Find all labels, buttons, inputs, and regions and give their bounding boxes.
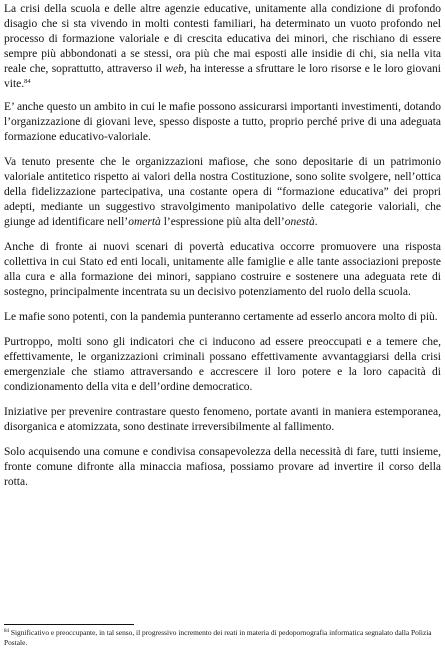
paragraph-7: Iniziative per prevenire contrastare questo fenomeno, portate avanti in maniera estemporanea, disorganica e atomizzata, sono destinate irreversibilmente al fallimento. [4, 406, 441, 433]
paragraph-2: E’ anche questo un ambito in cui le mafie possono assicurarsi importanti investimenti, dotando l’organizzazione di giovani leve, spesso disposte a tutto, proprio perché prive di una adeguata formazione educativo-valoriale. [4, 101, 441, 143]
paragraph-4: Anche di fronte ai nuovi scenari di povertà educativa occorre promuovere una risposta collettiva in cui Stato ed enti locali, unitamente alle famiglie e alle tante associazioni preposte alla cura e alla formazione dei minori, sappiano costruire e sostenere una adeguata rete di sostegno, principalmente incentrata su un decisivo potenziamento del ruolo della scuola. [4, 241, 441, 298]
body-text [4, 2, 441, 500]
footnote [4, 628, 441, 648]
footnote-separator [4, 624, 134, 625]
emphasis-web: web [165, 63, 184, 75]
footnote-number: 84 [4, 629, 9, 634]
footnote-text: Significativo e preoccupante, in tal senso, il progressivo incremento dei reati in materia di pedopornografia informatica segnalato dalla Polizia Postale. [4, 628, 432, 647]
paragraph-3: Va tenuto presente che le organizzazioni mafiose, che sono depositarie di un patrimonio valoriale antitetico rispetto ai valori della nostra Costituzione, sono solite svolgere, nell’ottica della fidelizzazione partecipativa, una costante opera di “formazione educativa” dei propri adepti, mediante un suggestivo stravolgimento manipolativo delle categorie valoriali, che giunge ad identificare nell’omertà l’espressione più alta dell’onestà. [4, 156, 441, 228]
paragraph-1: La crisi della scuola e delle altre agenzie educative, unitamente alla condizione di profondo disagio che si sta vivendo in molti contesti familiari, ha determinato un vuoto profondo nel processo di formazione valoriale e di crescita educativa dei minori, che rischiano di essere sempre più abbondonati a se stessi, ora più che mai esposti alle insidie di chi, sia nella vita reale che, soprattutto, attraverso il web, ha interesse a sfruttare le loro risorse e le loro giovani vite.$^{84}$ [4, 3, 441, 90]
emphasis-omerta: omertà [128, 216, 161, 228]
paragraph-6: Purtroppo, molti sono gli indicatori che ci inducono ad essere preoccupati e a temere che, effettivamente, le organizzazioni criminali possano effettivamente avvantaggiarsi della crisi emergenziale che stiamo attraversando e accrescere il loro potere e la loro capacità di condizionamento della vita e dell’ordine democratico. [4, 336, 441, 393]
emphasis-onesta: onestà [284, 216, 315, 228]
paragraph-8: Solo acquisendo una comune e condivisa consapevolezza della necessità di fare, tutti insieme, fronte comune difronte alla minaccia mafiosa, possiamo provare ad invertire il corso della rotta. [4, 446, 441, 488]
paragraph-5: Le mafie sono potenti, con la pandemia punteranno certamente ad esserlo ancora molto di più. [4, 311, 438, 323]
footnote-ref: 84 [24, 78, 31, 85]
